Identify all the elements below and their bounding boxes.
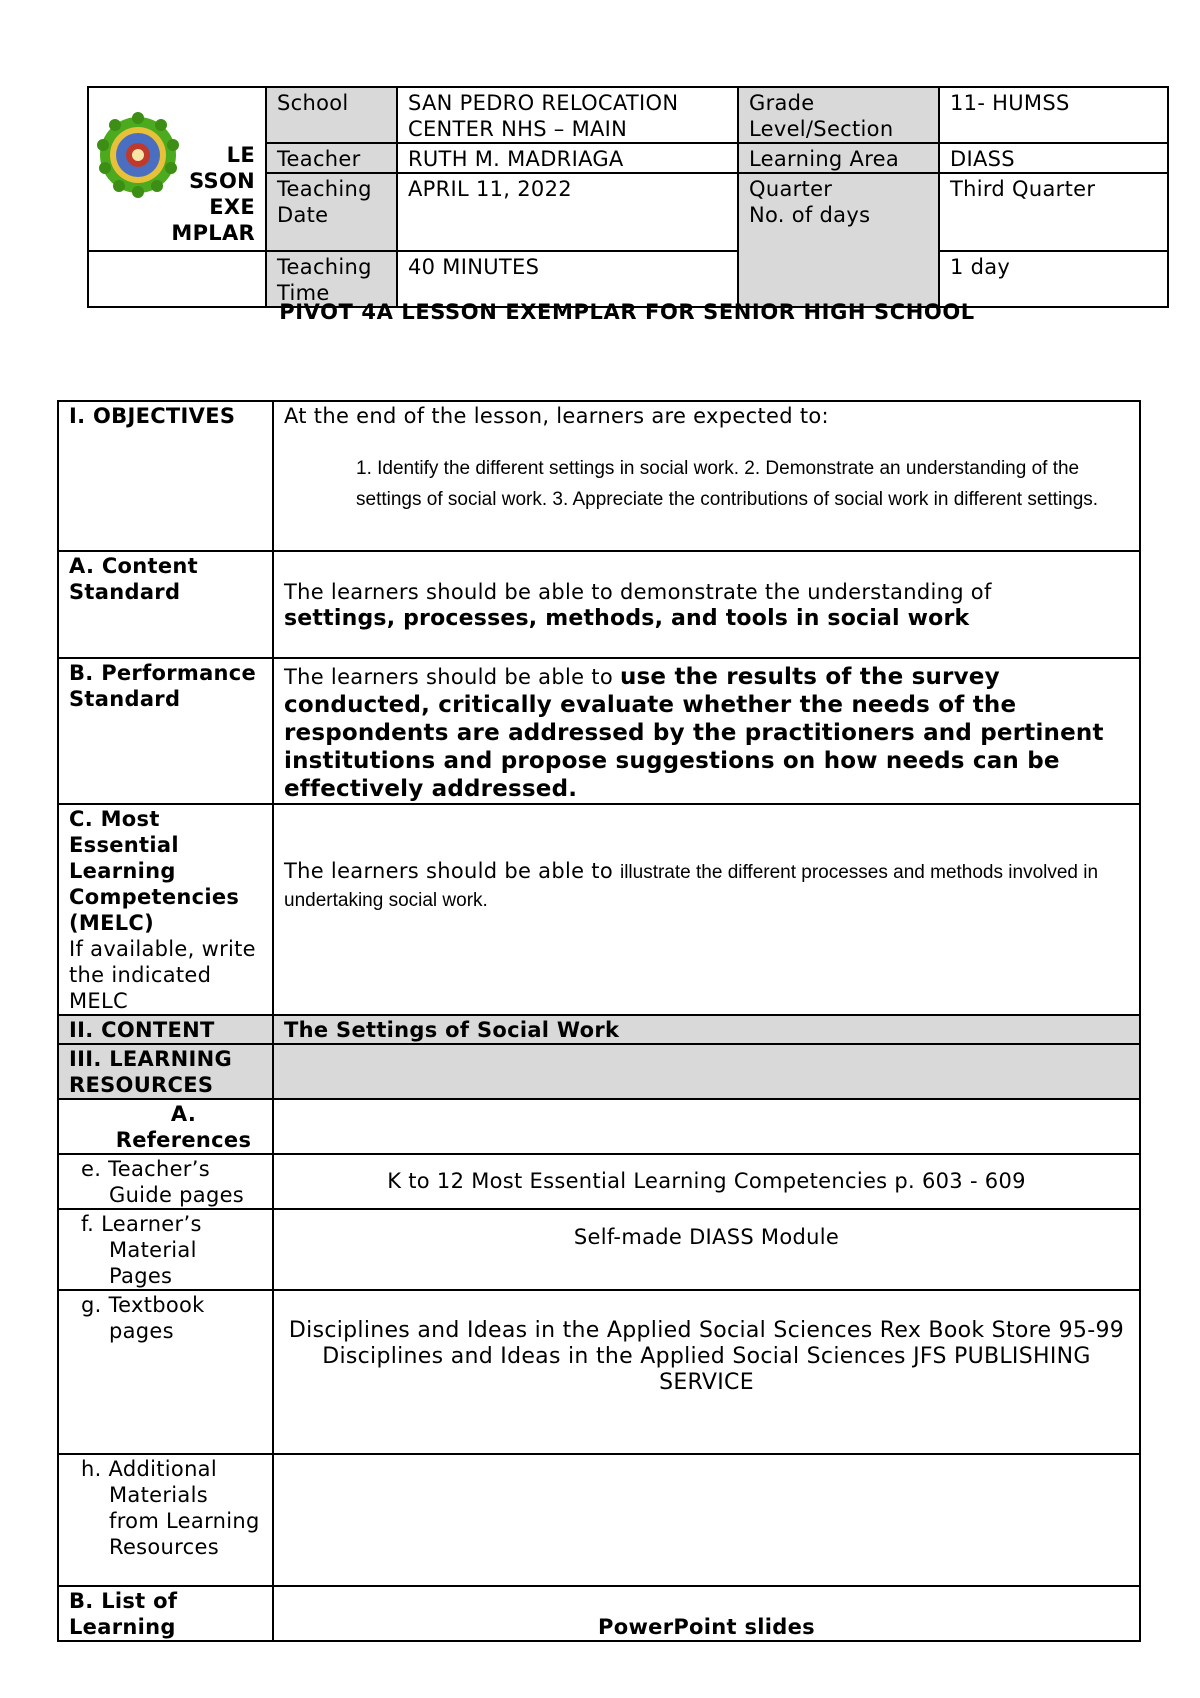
teachers-guide-label: e. Teacher’s Guide pages [58,1154,273,1209]
logo-cell [88,87,266,251]
list-of-learning-label: B. List of Learning [58,1586,273,1641]
performance-standard-cell [273,658,1140,804]
lesson-exemplar-label: LE SSON EXE MPLAR [171,143,255,245]
list-of-learning-value: PowerPoint slides [273,1586,1140,1641]
grade-value: 11- HUMSS [939,87,1168,143]
melc-label-cell [58,804,273,1015]
textbook-value-1: Disciplines and Ideas in the Applied Social Sciences Rex Book Store 95-99 [288,1318,1125,1343]
area-label: Learning Area [738,143,939,173]
date-value: APRIL 11, 2022 [397,173,738,251]
content-standard-cell [273,551,1140,658]
time-label: Teaching Time [266,251,397,307]
content-standard-bold: settings, processes, methods, and tools in social work [284,606,970,631]
learners-material-label: f. Learner’s Material Pages [58,1209,273,1290]
main-table [57,400,1141,1642]
grade-label: Grade Level/Section [738,87,939,143]
performance-standard-label: B. Performance Standard [58,658,273,804]
time-value: 40 MINUTES [397,251,738,307]
school-value: SAN PEDRO RELOCATION CENTER NHS – MAIN [397,87,738,143]
content-label: II. CONTENT [58,1015,273,1044]
objectives-list: 1. Identify the different settings in social work. 2. Demonstrate an understanding of the settings of social work. 3. Appreciate the contributions of social work in different settings. [356,458,1099,510]
objectives-label: I. OBJECTIVES [58,401,273,551]
performance-standard-intro: The learners should be able to [284,665,620,689]
page-title: PIVOT 4A LESSON EXEMPLAR FOR SENIOR HIGH SCHOOL [279,300,975,324]
content-value: The Settings of Social Work [273,1015,1140,1044]
resources-value [273,1044,1140,1099]
melc-intro: The learners should be able to [284,859,620,883]
quarter-value: Third Quarter [939,173,1168,251]
days-value: 1 day [939,251,1168,307]
melc-text: illustrate the different processes and methods involved in undertaking social work. [284,862,1099,911]
teachers-guide-value: K to 12 Most Essential Learning Competencies p. 603 - 609 [273,1154,1140,1209]
additional-materials-label: h. Additional Materials from Learning Resources [58,1454,273,1586]
performance-standard-bold: use the results of the survey conducted, critically evaluate whether the needs of the respondents are addressed by the practitioners and pertinent institutions and propose suggestions on how needs can be effectively addressed. [284,664,1104,802]
empty-cell [88,251,266,307]
content-standard-intro: The learners should be able to demonstrate the understanding of [284,580,992,604]
textbook-value-2: Disciplines and Ideas in the Applied Social Sciences JFS PUBLISHING SERVICE [322,1344,1091,1395]
textbook-cell [273,1290,1140,1454]
melc-label: C. Most Essential Learning Competencies (MELC) [69,807,240,935]
quarter-days-label: Quarter No. of days [738,173,939,307]
area-value: DIASS [939,143,1168,173]
teacher-label: Teacher [266,143,397,173]
melc-cell [273,804,1140,1015]
teacher-value: RUTH M. MADRIAGA [397,143,738,173]
header-table [87,86,1169,308]
references-label: A. References [58,1099,273,1154]
objectives-cell [273,401,1140,551]
textbook-label: g. Textbook pages [58,1290,273,1454]
resources-label: III. LEARNING RESOURCES [58,1044,273,1099]
additional-materials-value [273,1454,1140,1586]
content-standard-label: A. Content Standard [58,551,273,658]
objectives-intro: At the end of the lesson, learners are expected to: [284,404,829,428]
date-label: Teaching Date [266,173,397,251]
learners-material-value: Self-made DIASS Module [273,1209,1140,1290]
melc-note: If available, write the indicated MELC [69,937,256,1013]
references-value [273,1099,1140,1154]
school-label: School [266,87,397,143]
school-seal-icon [97,110,179,200]
